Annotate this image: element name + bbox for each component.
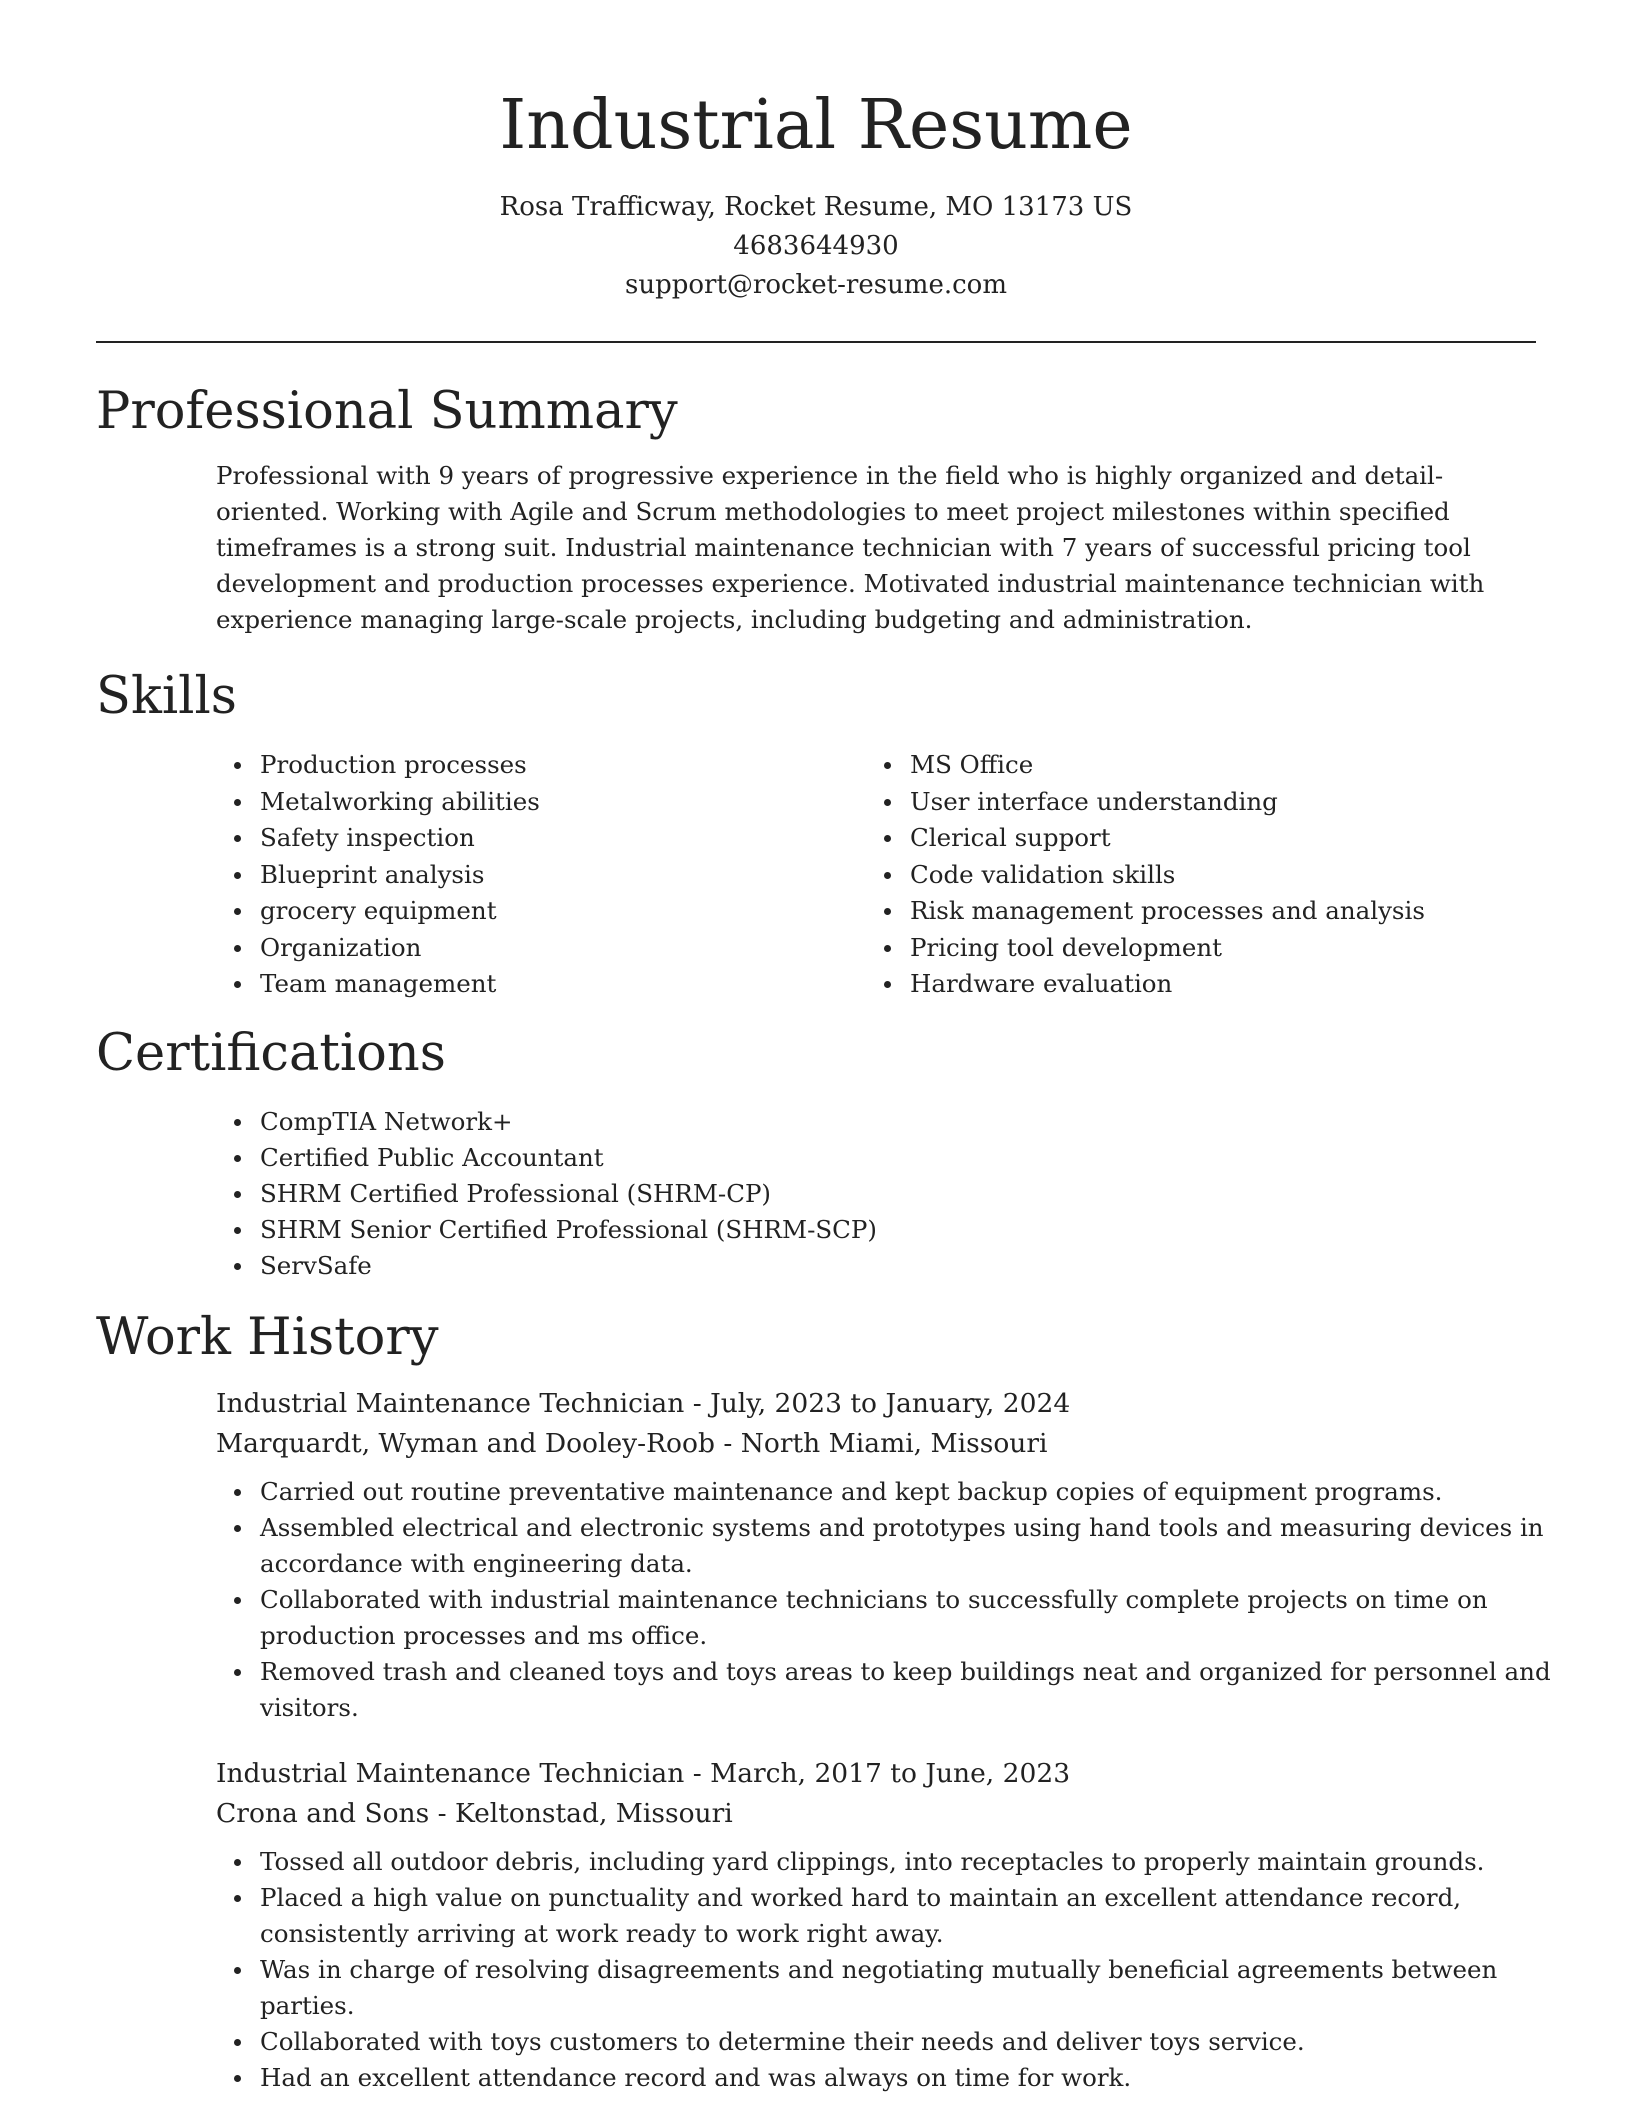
job-title: Industrial Maintenance Technician — [216, 1388, 685, 1419]
contact-address: Rosa Trafficway, Rocket Resume, MO 13173 US — [499, 192, 1133, 222]
job-title-line — [216, 1754, 1536, 1794]
certifications-heading: Certifications — [96, 1024, 446, 1083]
work-history-section — [96, 1308, 1551, 2096]
skills-list-right — [910, 747, 1510, 1003]
job-bullet: Was in charge of resolving disagreements and negotiating mutually beneficial agreements between parties. — [260, 1952, 1590, 2024]
job-location: - North Miami, Missouri — [714, 1428, 1048, 1459]
skill-item: Pricing tool development — [910, 930, 1510, 967]
skill-item: Hardware evaluation — [910, 966, 1510, 1003]
skills-heading: Skills — [96, 667, 237, 726]
skill-item: Safety inspection — [260, 820, 910, 857]
job-bullet: Collaborated with industrial maintenance technicians to successfully complete projects on time on production processes and ms office. — [260, 1582, 1590, 1654]
summary-text: Professional with 9 years of progressive experience in the field who is highly organized and detail-oriented. Working with Agile and Scrum methodologies to meet project milestones within specified timeframes is a strong suit. Industrial maintenance technician with 7 years of successful pricing tool development and production processes experience. Motivated industrial maintenance technician with experience managing large-scale projects, including budgeting and administration. — [216, 461, 1485, 634]
job-title-line — [216, 1384, 1536, 1424]
job-company: Crona and Sons — [216, 1798, 430, 1829]
job-entry — [216, 1384, 1536, 1464]
job-title: Industrial Maintenance Technician — [216, 1758, 685, 1789]
skill-item: Metalworking abilities — [260, 784, 910, 821]
contact-phone: 4683644930 — [733, 231, 899, 261]
certification-item: SHRM Certified Professional (SHRM-CP) — [260, 1176, 1590, 1212]
work-history-heading: Work History — [96, 1308, 439, 1367]
contact-email: support@rocket-resume.com — [624, 270, 1007, 300]
job-location: - Keltonstad, Missouri — [429, 1798, 733, 1829]
job-bullet: Placed a high value on punctuality and worked hard to maintain an excellent attendance record, consistently arriving at work ready to work right away. — [260, 1880, 1590, 1952]
skill-item: Clerical support — [910, 820, 1510, 857]
skill-item: Team management — [260, 966, 910, 1003]
job-bullet: Collaborated with toys customers to determine their needs and deliver toys service. — [260, 2024, 1590, 2060]
job-bullets — [260, 1844, 1590, 2096]
job-bullet: Tossed all outdoor debris, including yard clippings, into receptacles to properly maintain grounds. — [260, 1844, 1590, 1880]
summary-section — [96, 382, 1536, 638]
skill-item: MS Office — [910, 747, 1510, 784]
skill-item: Blueprint analysis — [260, 857, 910, 894]
skill-item: User interface understanding — [910, 784, 1510, 821]
certification-item: Certified Public Accountant — [260, 1140, 1590, 1176]
contact-info — [0, 188, 1632, 305]
job-bullet: Had an excellent attendance record and was always on time for work. — [260, 2060, 1590, 2096]
skill-item: Code validation skills — [910, 857, 1510, 894]
summary-heading: Professional Summary — [96, 382, 678, 441]
skill-item: Organization — [260, 930, 910, 967]
job-dates: - March, 2017 to June, 2023 — [684, 1758, 1071, 1789]
job-bullet: Carried out routine preventative maintenance and kept backup copies of equipment programs. — [260, 1474, 1590, 1510]
skills-list-left — [260, 747, 910, 1003]
skills-section — [96, 667, 1536, 1003]
job-bullet: Assembled electrical and electronic systems and prototypes using hand tools and measuring devices in accordance with engineering data. — [260, 1510, 1590, 1582]
job-dates: - July, 2023 to January, 2024 — [684, 1388, 1071, 1419]
job-company-line — [216, 1424, 1536, 1464]
job-entry — [216, 1754, 1536, 1834]
header-divider — [96, 341, 1536, 343]
job-bullet: Removed trash and cleaned toys and toys areas to keep buildings neat and organized for personnel and visitors. — [260, 1654, 1590, 1726]
job-company-line — [216, 1794, 1536, 1834]
certification-item: CompTIA Network+ — [260, 1104, 1590, 1140]
certification-item: ServSafe — [260, 1248, 1590, 1284]
certifications-list — [260, 1104, 1590, 1284]
skill-item: grocery equipment — [260, 893, 910, 930]
resume-title: Industrial Resume — [499, 86, 1133, 165]
skills-columns — [96, 747, 1536, 1003]
job-company: Marquardt, Wyman and Dooley-Roob — [216, 1428, 715, 1459]
resume-header — [0, 0, 1632, 305]
job-bullets — [260, 1474, 1590, 1726]
skill-item: Production processes — [260, 747, 910, 784]
certifications-section — [96, 1024, 1536, 1284]
skill-item: Risk management processes and analysis — [910, 893, 1510, 930]
certification-item: SHRM Senior Certified Professional (SHRM-SCP) — [260, 1212, 1590, 1248]
